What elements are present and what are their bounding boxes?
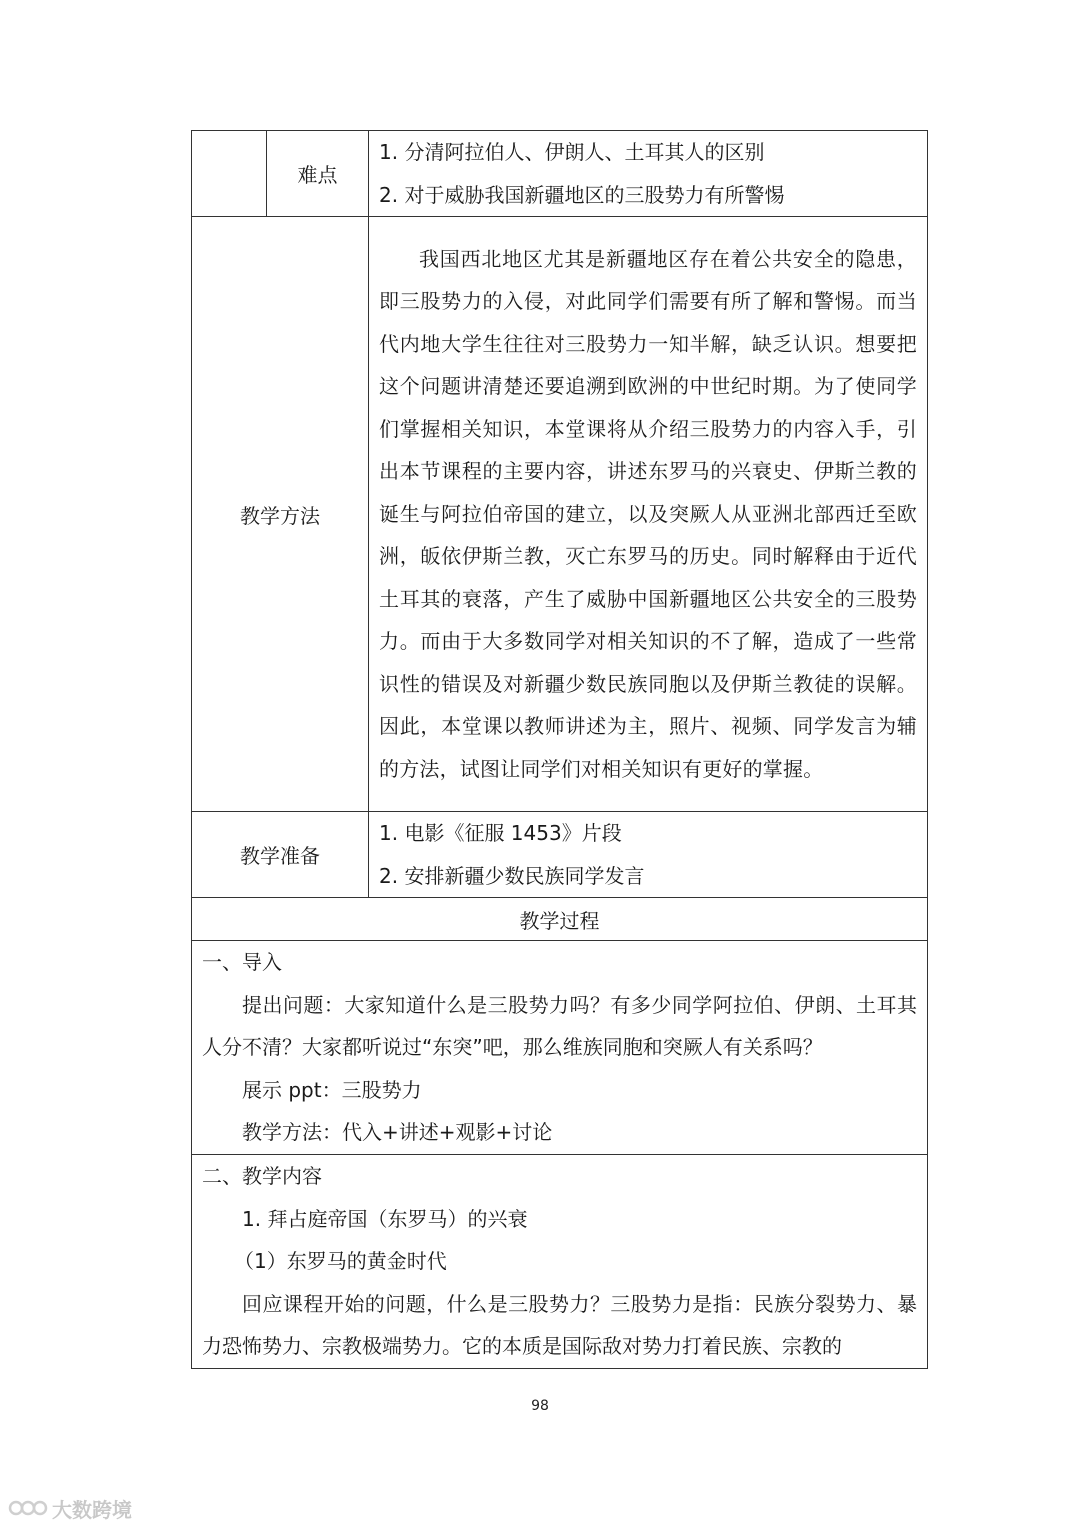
content-sub1: 1. 拜占庭帝国（东罗马）的兴衰: [242, 1206, 528, 1231]
content-para: 回应课程开始的问题，什么是三股势力？三股势力是指：民族分裂势力、暴力恐怖势力、宗教极端势力。它的本质是国际敌对势力打着民族、宗教的: [202, 1291, 917, 1359]
prep-items: [369, 812, 928, 898]
page-number: 98: [531, 1398, 549, 1414]
process-label: 教学过程: [192, 898, 928, 941]
prep-item: 2. 安排新疆少数民族同学发言: [379, 863, 645, 888]
empty-cell: [192, 131, 267, 217]
content-section: [192, 1155, 928, 1369]
difficulty-item: 1. 分清阿拉伯人、伊朗人、土耳其人的区别: [379, 140, 765, 164]
watermark-text: 大数跨境: [52, 1497, 132, 1522]
intro-ppt: 展示 ppt：三股势力: [242, 1077, 422, 1102]
intro-heading: 一、导入: [202, 950, 282, 974]
method-label: 教学方法: [192, 217, 369, 812]
method-text: 我国西北地区尤其是新疆地区存在着公共安全的隐患，即三股势力的入侵，对此同学们需要有所了解和警惕。而当代内地大学生往往对三股势力一知半解，缺乏认识。想要把这个问题讲清楚还要追溯到欧洲的中世纪时期。为了使同学们掌握相关知识，本堂课将从介绍三股势力的内容入手，引出本节课程的主要内容，讲述东罗马的兴衰史、伊斯兰教的诞生与阿拉伯帝国的建立，以及突厥人从亚洲北部西迁至欧洲，皈依伊斯兰教，灭亡东罗马的历史。同时解释由于近代土耳其的衰落，产生了威胁中国新疆地区公共安全的三股势力。而由于大多数同学对相关知识的不了解，造成了一些常识性的错误及对新疆少数民族同胞以及伊斯兰教徒的误解。因此，本堂课以教师讲述为主，照片、视频、同学发言为辅的方法，试图让同学们对相关知识有更好的掌握。: [379, 246, 917, 781]
prep-label: 教学准备: [192, 812, 369, 898]
intro-question: 提出问题：大家知道什么是三股势力吗？有多少同学阿拉伯、伊朗、土耳其人分不清？大家都听说过“东突”吧，那么维族同胞和突厥人有关系吗？: [202, 992, 917, 1060]
lesson-plan-table: [191, 130, 928, 1369]
difficulty-row: [192, 131, 928, 217]
difficulty-items: [369, 131, 928, 217]
content-heading: 二、教学内容: [202, 1164, 322, 1188]
prep-item: 1. 电影《征服 1453》片段: [379, 821, 622, 845]
content-sub2: （1）东罗马的黄金时代: [234, 1249, 447, 1274]
process-header-row: [192, 898, 928, 941]
difficulty-label: 难点: [267, 131, 369, 217]
watermark-logo-icon: [8, 1496, 48, 1520]
prep-row: [192, 812, 928, 898]
method-text-cell: [369, 217, 928, 812]
method-row: [192, 217, 928, 812]
intro-section: [192, 941, 928, 1155]
watermark: [8, 1493, 132, 1523]
intro-row: [192, 941, 928, 1155]
difficulty-item: 2. 对于威胁我国新疆地区的三股势力有所警惕: [379, 182, 785, 207]
intro-method: 教学方法：代入+讲述+观影+讨论: [242, 1120, 553, 1145]
content-row: [192, 1155, 928, 1369]
